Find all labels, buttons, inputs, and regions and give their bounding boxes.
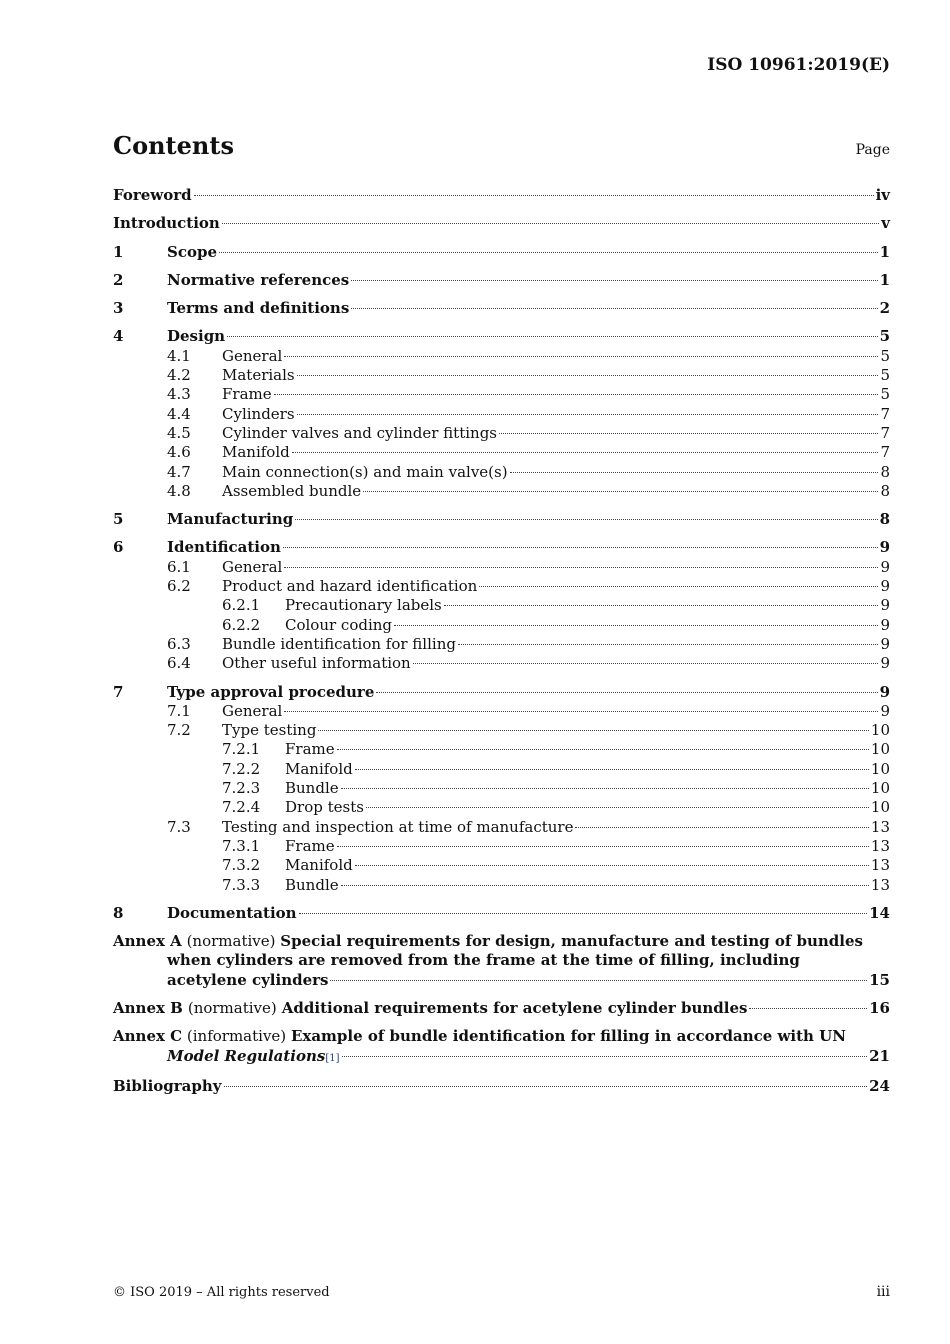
toc-entry-title: Materials [222, 366, 295, 385]
annex-c-title-line1: Example of bundle identification for filling in accordance with UN [290, 1027, 846, 1046]
toc-entry-page: 7 [880, 423, 890, 442]
toc-entry-page: 7 [880, 404, 890, 423]
toc-entry[interactable] [113, 214, 890, 233]
toc-entry-page: 8 [880, 481, 890, 500]
toc-entry-title: Colour coding [285, 615, 393, 634]
toc-entry[interactable] [113, 856, 890, 875]
dot-leader [351, 280, 877, 281]
toc-entry-title: Manifold [285, 856, 353, 875]
toc-entry-title: Cylinder valves and cylinder fittings [222, 423, 497, 442]
dot-leader [227, 336, 877, 337]
toc-entry[interactable] [113, 538, 890, 557]
dot-leader [297, 414, 879, 415]
dot-leader [337, 846, 869, 847]
annex-b-page: 16 [869, 998, 890, 1017]
dot-leader [284, 567, 878, 568]
toc-entry-title: Product and hazard identification [222, 577, 478, 596]
toc-entry[interactable] [113, 683, 890, 702]
toc-entry-page: 1 [879, 242, 890, 261]
toc-entry[interactable] [113, 654, 890, 673]
toc-entry-number: 4 [113, 327, 124, 346]
toc-entry-number: 6.2.2 [222, 615, 261, 634]
toc-entry-title: Normative references [167, 270, 350, 289]
annex-b-label: Annex B [113, 998, 183, 1017]
toc-entry-page: 10 [870, 759, 890, 778]
toc-entry[interactable] [113, 385, 890, 404]
toc-entry-page: 9 [880, 615, 890, 634]
page-title: Contents [113, 131, 234, 160]
dot-leader [355, 769, 869, 770]
bibliography-title: Bibliography [113, 1076, 222, 1095]
toc-entry[interactable] [113, 405, 890, 424]
toc-entry-page: iv [875, 186, 890, 204]
toc-entry[interactable] [113, 818, 890, 837]
toc-entry-number: 6.3 [167, 634, 191, 653]
toc-entry-number: 7.3.3 [222, 875, 261, 894]
toc-entry-page: 2 [879, 299, 890, 318]
toc-entry-title: Introduction [113, 214, 220, 233]
toc-entry-title: Type approval procedure [167, 682, 375, 701]
toc-entry-page: 8 [879, 510, 890, 529]
toc-entry-page: 13 [870, 817, 890, 836]
toc-entry-page: 9 [879, 538, 890, 557]
toc-entry-number: 7.3.2 [222, 856, 261, 875]
dot-leader [283, 547, 878, 548]
toc-bibliography[interactable] [113, 1077, 890, 1096]
bibliography-page: 24 [869, 1076, 890, 1095]
dot-leader [297, 375, 879, 376]
annex-b-type: (normative) [187, 998, 277, 1017]
toc-entry-number: 7.2.4 [222, 798, 261, 817]
toc-entry-number: 7.3 [167, 817, 191, 836]
toc-entry-number: 6.4 [167, 654, 191, 673]
annex-c-title-line2: Model Regulations [167, 1046, 326, 1065]
toc-entry-page: 9 [880, 654, 890, 673]
dot-leader [575, 827, 868, 828]
dot-leader [510, 472, 879, 473]
dot-leader [376, 692, 877, 693]
toc-entry-number: 4.8 [167, 481, 191, 500]
toc-entry-title: Other useful information [222, 654, 411, 673]
toc-entry-number: 3 [113, 299, 124, 318]
annex-c-label: Annex C [113, 1027, 183, 1046]
dot-leader [499, 433, 878, 434]
dot-leader [299, 913, 868, 914]
toc-entry-title: Drop tests [285, 798, 364, 817]
toc-entry[interactable] [113, 424, 890, 443]
toc-entry-page: 9 [879, 682, 890, 701]
dot-leader [284, 356, 878, 357]
toc-entry-page: 10 [870, 721, 890, 740]
annex-c-type: (informative) [186, 1027, 287, 1046]
bibliography-reference-link[interactable]: [1] [325, 1052, 340, 1064]
toc-entry-number: 4.4 [167, 404, 191, 423]
toc-entry-page: 13 [870, 836, 890, 855]
toc-entry-page: 5 [880, 346, 890, 365]
annex-b-title: Additional requirements for acetylene cylinder bundles [281, 998, 748, 1017]
dot-leader [444, 605, 879, 606]
dot-leader [363, 491, 878, 492]
dot-leader [351, 308, 877, 309]
toc-entry-title: Frame [285, 836, 335, 855]
toc-entries [113, 186, 890, 923]
toc-entry-number: 4.7 [167, 462, 191, 481]
toc-entry-title: Precautionary labels [285, 596, 442, 615]
toc-entry-number: 7.2.3 [222, 779, 261, 798]
dot-leader [284, 711, 878, 712]
toc-entry-page: 8 [880, 462, 890, 481]
toc-entry-title: Assembled bundle [222, 481, 362, 500]
toc-entry-title: Manifold [285, 759, 353, 778]
toc-entry-page: 9 [880, 634, 890, 653]
dot-leader [292, 452, 879, 453]
toc-entry[interactable] [113, 558, 890, 577]
toc-entry-title: Testing and inspection at time of manufacture [222, 817, 574, 836]
toc-entry-title: Foreword [113, 186, 192, 204]
toc-entry-page: 5 [879, 327, 890, 346]
toc-entry-page: 7 [880, 443, 890, 462]
dot-leader [749, 1008, 867, 1009]
toc-entry-number: 6.2 [167, 577, 191, 596]
document-id: ISO 10961:2019(E) [707, 55, 890, 75]
annex-a-label: Annex A [113, 932, 182, 951]
toc-entry[interactable] [113, 463, 890, 482]
toc-entry[interactable] [113, 740, 890, 759]
toc-entry-number: 7.2.1 [222, 740, 261, 759]
toc-entry-number: 4.3 [167, 385, 191, 404]
toc-entry-title: Manifold [222, 443, 290, 462]
dot-leader [330, 980, 867, 981]
toc-entry-number: 1 [113, 242, 124, 261]
toc-entry-title: Frame [285, 740, 335, 759]
toc-entry[interactable] [113, 482, 890, 501]
toc-entry[interactable] [113, 798, 890, 817]
toc-entry-title: Design [167, 327, 226, 346]
toc-entry-title: Manufacturing [167, 510, 294, 529]
dot-leader [194, 195, 874, 196]
toc-entry-title: General [222, 557, 283, 576]
dot-leader [413, 663, 879, 664]
toc-entry[interactable] [113, 327, 890, 346]
toc-entry[interactable] [113, 702, 890, 721]
toc-entry-page: 13 [870, 875, 890, 894]
toc-entry-page: 10 [870, 779, 890, 798]
toc-entry[interactable] [113, 721, 890, 740]
toc-entry[interactable] [113, 837, 890, 856]
toc-entry[interactable] [113, 271, 890, 290]
annex-a-title-line1: Special requirements for design, manufacture and testing of bundles [280, 932, 863, 951]
dot-leader [295, 519, 877, 520]
annex-c-page: 21 [869, 1046, 890, 1065]
toc-annex-b[interactable] [113, 999, 890, 1018]
toc-entry-page: 14 [869, 903, 890, 922]
dot-leader [458, 644, 878, 645]
toc-entry-title: Bundle [285, 779, 339, 798]
dot-leader [224, 1086, 868, 1087]
toc-entry-title: Type testing [222, 721, 317, 740]
toc-entry-page: 13 [870, 856, 890, 875]
toc-entry-number: 7.2 [167, 721, 191, 740]
toc-entry[interactable] [113, 443, 890, 462]
toc-entry-number: 7.1 [167, 701, 191, 720]
toc-entry-page: 9 [880, 596, 890, 615]
page-number: iii [876, 1284, 890, 1300]
dot-leader [394, 625, 878, 626]
dot-leader [355, 865, 869, 866]
toc-entry-page: 10 [870, 740, 890, 759]
toc-entry-title: Bundle identification for filling [222, 634, 456, 653]
toc-entry-page: 9 [880, 557, 890, 576]
dot-leader [337, 749, 869, 750]
toc-entry-title: Scope [167, 242, 218, 261]
dot-leader [342, 1056, 868, 1057]
toc-entry[interactable] [113, 577, 890, 596]
toc-entry[interactable] [113, 760, 890, 779]
toc-entry-number: 8 [113, 903, 124, 922]
toc-entry-number: 7.2.2 [222, 759, 261, 778]
toc-entry-page: 9 [880, 577, 890, 596]
annex-a-title-line3: acetylene cylinders [167, 970, 329, 989]
toc-entry-page: 1 [879, 270, 890, 289]
toc-entry[interactable] [113, 779, 890, 798]
toc-entry-title: Identification [167, 538, 281, 557]
toc-entry[interactable] [113, 876, 890, 895]
toc-entry-title: Bundle [285, 875, 339, 894]
toc-entry-page: 5 [880, 366, 890, 385]
toc-annex-a[interactable] [113, 932, 890, 990]
toc-entry[interactable] [113, 616, 890, 635]
toc-entry-title: Terms and definitions [167, 299, 350, 318]
toc-entry-number: 2 [113, 270, 124, 289]
toc-entry-page: 5 [880, 385, 890, 404]
dot-leader [341, 788, 869, 789]
toc-entry-number: 4.6 [167, 443, 191, 462]
dot-leader [341, 885, 869, 886]
toc-entry-number: 7 [113, 682, 124, 701]
toc-entry-number: 6.2.1 [222, 596, 261, 615]
toc-entry-number: 5 [113, 510, 124, 529]
toc-entry-title: Cylinders [222, 404, 295, 423]
table-of-contents [113, 186, 890, 1096]
annex-a-type: (normative) [186, 932, 276, 951]
toc-annex-c[interactable] [113, 1027, 890, 1068]
toc-entry-title: Frame [222, 385, 272, 404]
toc-entry[interactable] [113, 243, 890, 262]
toc-entry[interactable] [113, 347, 890, 366]
toc-entry[interactable] [113, 366, 890, 385]
dot-leader [274, 394, 879, 395]
dot-leader [219, 252, 878, 253]
toc-entry[interactable] [113, 635, 890, 654]
toc-entry-number: 6.1 [167, 557, 191, 576]
toc-entry-title: Documentation [167, 903, 297, 922]
toc-entry[interactable] [113, 596, 890, 615]
toc-entry-number: 7.3.1 [222, 836, 261, 855]
dot-leader [318, 730, 868, 731]
toc-entry-title: Main connection(s) and main valve(s) [222, 462, 508, 481]
toc-entry-number: 6 [113, 538, 124, 557]
annex-a-title-line2: when cylinders are removed from the frame at the time of filling, including [167, 951, 800, 970]
toc-entry-page: 9 [880, 701, 890, 720]
toc-entry-title: General [222, 701, 283, 720]
page-column-label: Page [855, 142, 890, 158]
toc-entry-number: 4.5 [167, 423, 191, 442]
annex-a-page: 15 [869, 970, 890, 989]
toc-entry-page: v [881, 214, 890, 233]
dot-leader [366, 807, 869, 808]
toc-entry[interactable] [113, 904, 890, 923]
toc-entry[interactable] [113, 299, 890, 318]
toc-entry[interactable] [113, 510, 890, 529]
toc-entry[interactable] [113, 186, 890, 205]
toc-entry-number: 4.2 [167, 366, 191, 385]
toc-entry-page: 10 [870, 798, 890, 817]
dot-leader [479, 586, 878, 587]
dot-leader [222, 223, 879, 224]
toc-entry-title: General [222, 346, 283, 365]
copyright-notice: © ISO 2019 – All rights reserved [113, 1285, 330, 1300]
toc-entry-number: 4.1 [167, 346, 191, 365]
